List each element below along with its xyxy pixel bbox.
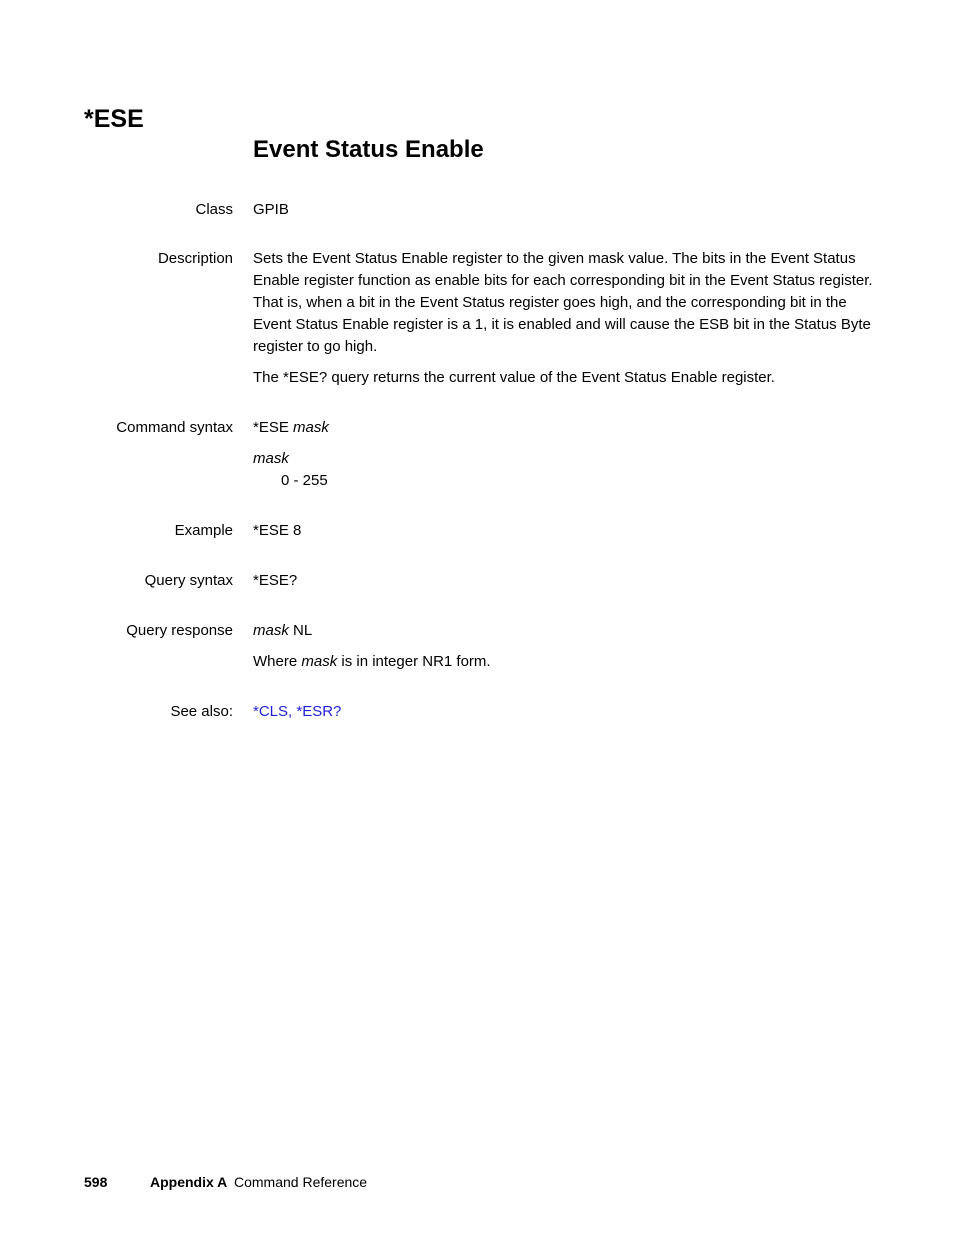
query-response-label: Query response	[126, 622, 233, 639]
example-label: Example	[174, 522, 233, 539]
cls-link[interactable]: *CLS	[253, 703, 289, 720]
command-syntax-line	[253, 417, 873, 439]
where-suffix: is in integer NR1 form.	[341, 653, 491, 670]
description-content	[253, 248, 873, 389]
description-paragraph-2: The *ESE? query returns the current value of the Event Status Enable register.	[253, 369, 775, 386]
esr-link[interactable]: *ESR?	[296, 703, 342, 720]
command-syntax-command: *ESE	[253, 419, 289, 436]
query-syntax-label: Query syntax	[144, 572, 233, 589]
command-syntax-label: Command syntax	[116, 419, 233, 436]
see-also-separator: ,	[288, 703, 293, 720]
where-param: mask	[301, 653, 338, 670]
description-label: Description	[157, 250, 233, 267]
example-value: *ESE 8	[253, 522, 302, 539]
command-syntax-content	[253, 417, 873, 492]
footer-appendix: Appendix A	[150, 1174, 228, 1190]
param-definition	[253, 448, 873, 492]
class-value: GPIB	[253, 201, 289, 218]
query-response-line	[253, 620, 873, 642]
see-also-content	[253, 701, 873, 723]
query-syntax-value: *ESE?	[253, 572, 298, 589]
where-prefix: Where	[253, 653, 298, 670]
query-response-where	[253, 651, 873, 673]
command-name: *ESE	[84, 105, 144, 133]
query-response-param: mask	[253, 622, 289, 639]
command-title: Event Status Enable	[253, 136, 484, 163]
param-range: 0 - 255	[281, 472, 328, 489]
footer-page-number: 598	[84, 1174, 108, 1190]
class-label: Class	[195, 201, 233, 218]
footer-section: Command Reference	[234, 1174, 368, 1190]
query-response-content	[253, 620, 873, 673]
command-syntax-param: mask	[293, 419, 329, 436]
description-paragraph-1: Sets the Event Status Enable register to the given mask value. The bits in the Event Status Enable register function as enable bits for each corresponding bit in the Event Status register. That is, when a bit in the Event Status register goes high, and the corresponding bit in the Event Status Enable register is a 1, it is enabled and will cause the ESB bit in the Status Byte register to go high.	[253, 250, 873, 355]
param-name: mask	[253, 450, 289, 467]
query-response-suffix: NL	[293, 622, 313, 639]
see-also-label: See also:	[170, 703, 233, 720]
